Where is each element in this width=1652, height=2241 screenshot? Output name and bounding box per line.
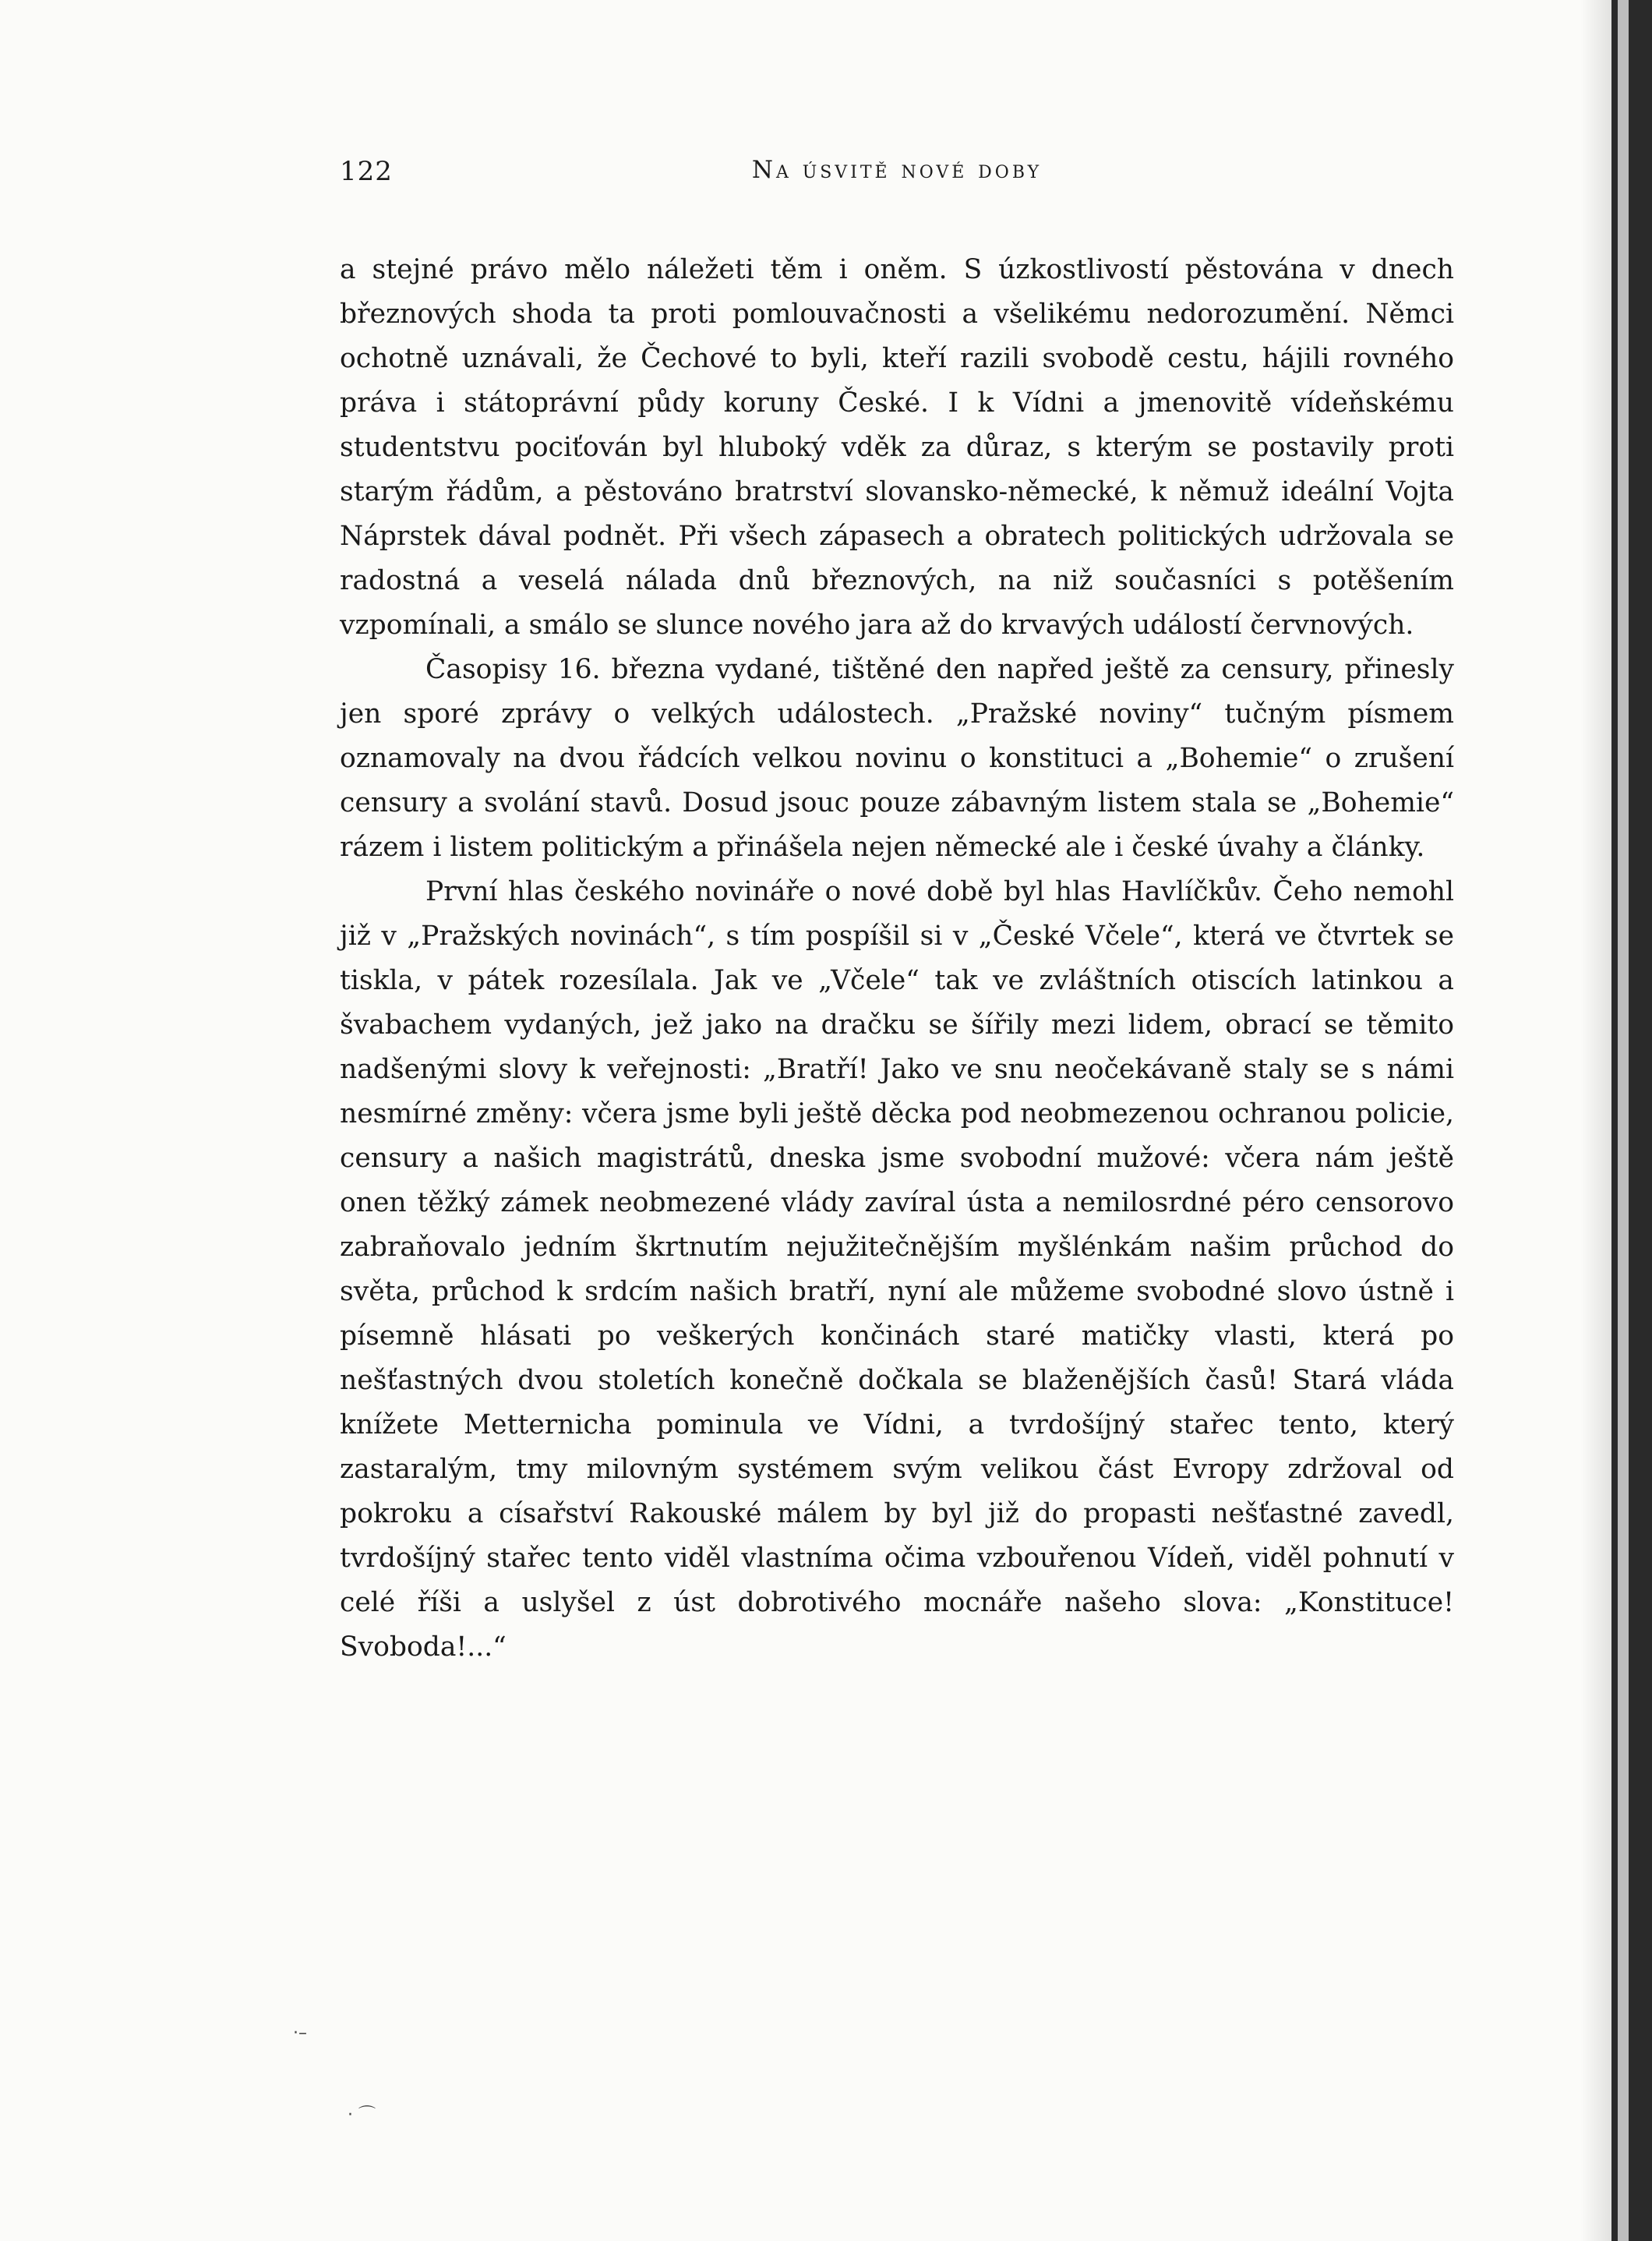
scan-shadow	[1580, 0, 1611, 2241]
page-header	[340, 156, 1454, 203]
scanner-edge	[1611, 0, 1652, 2241]
stray-mark-2: · ⌒	[348, 2105, 376, 2125]
body-text	[340, 248, 1454, 1670]
page-number: 122	[340, 156, 393, 187]
paragraph-1: a stejné právo mělo náležeti těm i oněm. S úzkostlivostí pěstována v dnech březnových shoda ta proti pomlouvačnosti a všelikému nedorozumění. Němci ochotně uznávali, že Čechové to byli, kteří razili svobodě cestu, hájili rovného práva i státoprávní půdy koruny České. I k Vídni a jmenovitě vídeňskému studentstvu pociťován byl hluboký vděk za důraz, s kterým se postavily proti starým řádům, a pěstováno bratrství slovansko-německé, k němuž ideální Vojta Náprstek dával podnět. Při všech zápasech a obratech politických udržovala se radostná a veselá nálada dnů březnových, na niž současníci s potěšením vzpomínali, a smálo se slunce nového jara až do krvavých událostí červnových.	[340, 254, 1454, 641]
scanner-edge-highlight	[1618, 0, 1629, 2241]
stray-mark-1: ·–	[293, 2024, 307, 2043]
paragraph-3: První hlas českého novináře o nové době byl hlas Havlíčkův. Čeho nemohl již v „Pražských novinách“, s tím pospíšil si v „České Včele“, která ve čtvrtek se tiskla, v pátek rozesílala. Jak ve „Včele“ tak ve zvláštních otiscích latinkou a švabachem vydaných, jež jako na dračku se šířily mezi lidem, obrací se těmito nadšenými slovy k veřejnosti: „Bratří! Jako ve snu neočekávaně staly se s námi nesmírné změny: včera jsme byli ještě děcka pod neobmezenou ochranou policie, censury a našich magistrátů, dneska jsme svobodní mužové: včera nám ještě onen těžký zámek neobmezené vlády zavíral ústa a nemilosrdné péro censorovo zabraňovalo jedním škrtnutím nejužitečnějším myšlénkám našim průchod do světa, průchod k srdcím našich bratří, nyní ale můžeme svobodné slovo ústně i písemně hlásati po veškerých končinách staré matičky vlasti, která po nešťastných dvou stoletích konečně dočkala se blaženějších časů! Stará vláda knížete Metternicha pominula ve Vídni, a tvrdošíjný stařec tento, který zastaralým, tmy milovným systémem svým velikou část Evropy zdržoval od pokroku a císařství Rakouské málem by byl již do propasti nešťastné zavedl, tvrdošíjný stařec tento viděl vlastníma očima vzbouřenou Vídeň, viděl pohnutí v celé říši a uslyšel z úst dobrotivého mocnáře našeho slova: „Konstituce! Svoboda!...“	[340, 876, 1454, 1663]
running-title: Na úsvitě nové doby	[751, 156, 1043, 184]
paragraph-2: Časopisy 16. března vydané, tištěné den napřed ještě za censury, přinesly jen sporé zprávy o velkých událostech. „Pražské noviny“ tučným písmem oznamovaly na dvou řádcích velkou novinu o konstituci a „Bohemie“ o zrušení censury a svolání stavů. Dosud jsouc pouze zábavným listem stala se „Bohemie“ rázem i listem politickým a přinášela nejen německé ale i české úvahy a články.	[340, 654, 1454, 863]
